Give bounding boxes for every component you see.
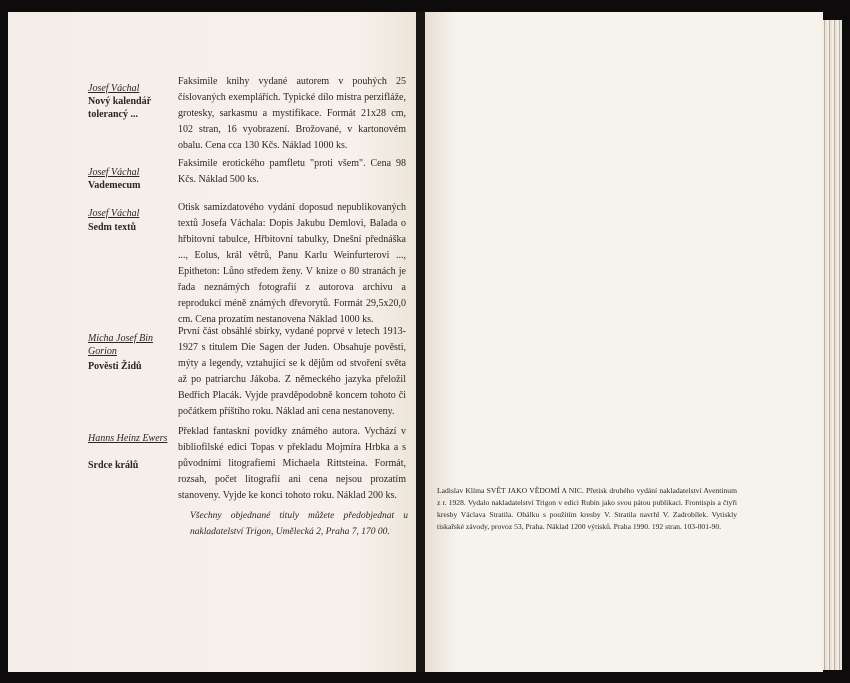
entry-title: Sedm textů	[88, 222, 137, 233]
entry-title: Srdce králů	[88, 460, 139, 471]
entry-description: První část obsáhlé sbírky, vydané poprvé v letech 1913-1927 s titulem Die Sagen der Juden. Obsahuje pověsti, mýty a legendy, vztahující se k dějům od stvoření světa až po patriarchu Jákoba. Z německého jazyka přeložil Bedřich Placák. Vyjde pravděpodobně koncem tohoto či počátkem příštího roku. Náklad ani cena nestanoveny.	[178, 326, 406, 417]
entry-author: Micha Josef Bin Gorion	[88, 333, 153, 357]
entry-author: Hanns Heinz Ewers	[88, 433, 168, 444]
page-edges	[822, 20, 842, 670]
entry-description: Faksimile knihy vydané autorem v pouhých 25 číslovaných exemplářích. Typické dílo mistra perzifláže, grotesky, sarkasmu a mystifikace. Formát 21x28 cm, 102 stran, 16 vyobrazení. Brožované, v kartonovém obalu. Cena cca 130 Kčs. Náklad 1000 ks.	[178, 76, 406, 151]
entry-description: Překlad fantaskní povídky známého autora. Vychází v bibliofilské edici Topas v překladu Mojmíra Hrbka a s původními litografiemi Michaela Rittsteina. Formát, rozsah, počet litografií ani cena nejsou prozatím stanoveny. Vyjde ke konci tohoto roku. Náklad 200 ks.	[178, 426, 406, 501]
entry-author: Josef Váchal	[88, 208, 140, 219]
colophon: Ladislav Klíma SVĚT JAKO VĚDOMÍ A NIC. Přetisk druhého vydání nakladatelství Aventinum z r. 1928. Vydalo nakladatelství Trigon v edici Rubín jako svou pátou publikaci. Frontispis a čtyři kresby Václava Stratila. Obálku s použitím kresby V. Stratila navrhl V. Zadrobílek. Vytiskly tiskařské závody, provoz 53, Praha. Náklad 1200 výtisků. Praha 1990. 192 stran. 103-001-90.	[437, 486, 737, 531]
entry-description: Otisk samizdatového vydání doposud nepublikovaných textů Josefa Váchala: Dopis Jakubu Demlovi, Balada o hřbitovní tabulce, Hřbitovní tabulky, Dnešní přednáška ..., Eolus, král větrů, Panu Karlu Weinfurterovi ..., Epitheton: Lůno středem ženy. V knize o 80 stranách je řada neznámých fotografií z autorova archivu a reprodukcí méně známých dřevorytů. Formát 29,5x20,0 cm. Cena prozatím nestanovena Náklad 1000 ks.	[178, 202, 406, 325]
order-note: Všechny objednané tituly můžete předobjednat u nakladatelství Trigon, Umělecká 2, Praha 7, 170 00.	[190, 511, 408, 537]
entry-title: Vademecum	[88, 180, 141, 191]
right-page	[425, 12, 823, 672]
entry-author: Josef Váchal	[88, 167, 140, 178]
entry-description: Faksimile erotického pamfletu "proti všem". Cena 98 Kčs. Náklad 500 ks.	[178, 158, 406, 185]
entry-title: Nový kalendář tolerancý ...	[88, 96, 152, 120]
entry-author: Josef Váchal	[88, 83, 140, 94]
entry-title: Pověsti Židů	[88, 361, 142, 372]
